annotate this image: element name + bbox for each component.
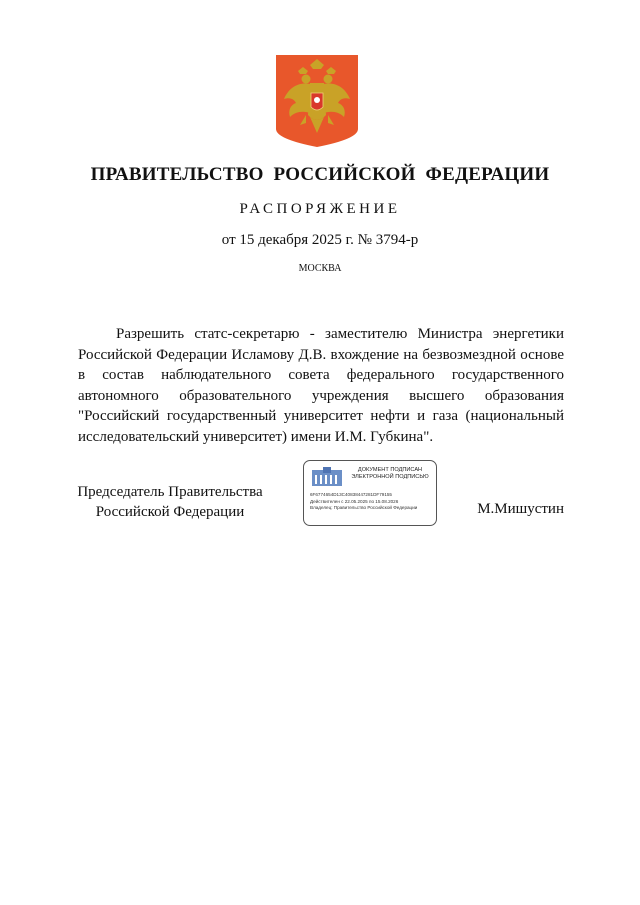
stamp-heading [346,467,434,481]
signer-position-line1: Председатель Правительства [77,484,263,500]
government-building-icon [310,466,344,488]
coat-of-arms-emblem [276,55,358,147]
order-paragraph: Разрешить статс-секретарю - заместителю Министра энергетики Российской Федерации Исламову Д.В. вхождение на безвозмездной основе в состав наблюдательного совета федерального государственного автономного образовательного учреждения высшего образования "Российский государственный университет нефти и газа (национальный исследовательский университет) имени И.М. Губкина". [78,326,564,445]
stamp-validity: Действителен с 22.05.2025 по 15.08.2026 [310,499,399,504]
stamp-certificate-number: 6F6774654D13C40838447281DF79155 [310,492,392,497]
document-type: РАСПОРЯЖЕНИЕ [239,201,401,217]
document-date-number: от 15 декабря 2025 г. № 3794-р [221,232,419,248]
electronic-signature-stamp [303,460,437,526]
stamp-heading-line2: ЭЛЕКТРОННОЙ ПОДПИСЬЮ [351,474,429,480]
signer-position [70,482,270,522]
signer-name: М.Мишустин [477,501,564,517]
document-city: МОСКВА [298,263,342,274]
stamp-owner: Владелец: Правительство Российской Федерации [310,505,418,510]
stamp-heading-line1: ДОКУМЕНТ ПОДПИСАН [357,467,423,473]
signer-position-line2: Российской Федерации [95,504,245,520]
document-issuer-title: ПРАВИТЕЛЬСТВО РОССИЙСКОЙ ФЕДЕРАЦИИ [90,164,550,185]
